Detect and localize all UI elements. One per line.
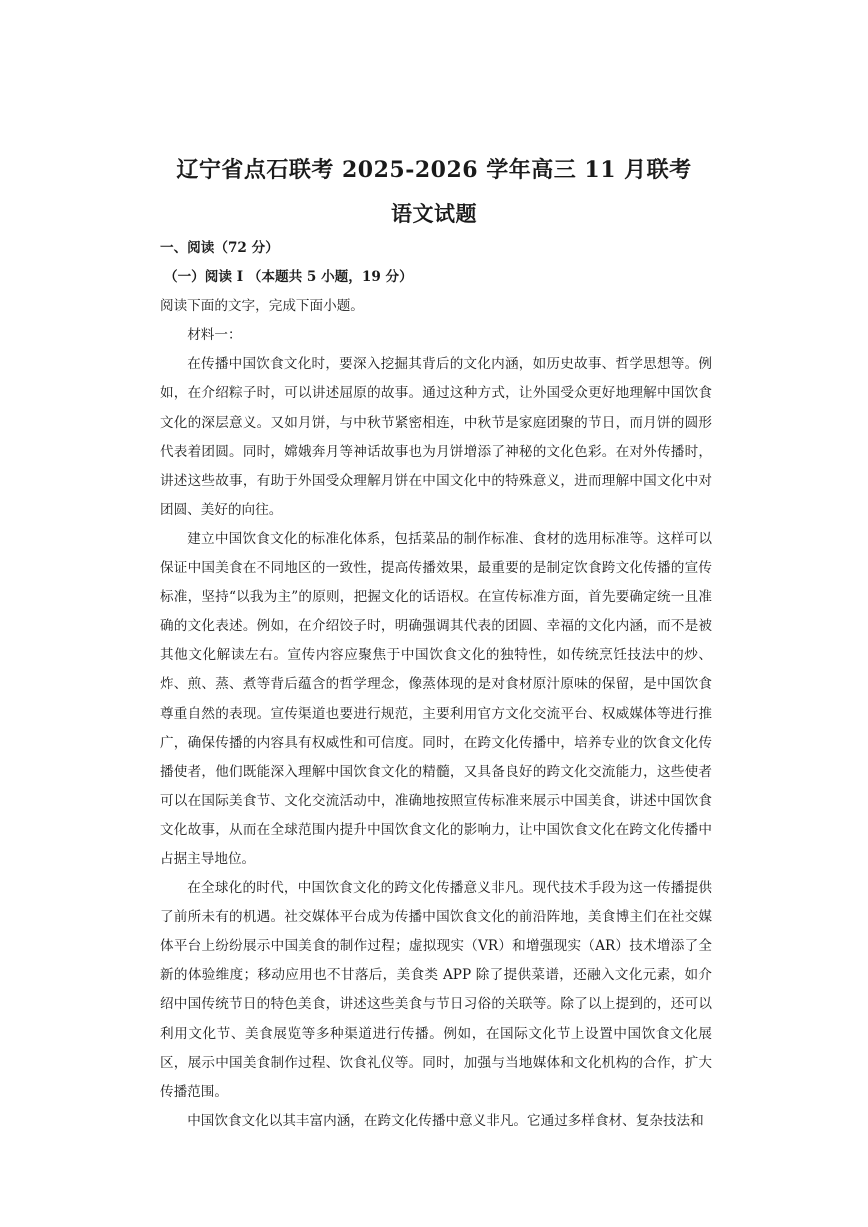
paragraph: 中国饮食文化以其丰富内涵，在跨文化传播中意义非凡。它通过多样食材、复杂技法和: [187, 1112, 704, 1129]
paragraph: 在传播中国饮食文化时，要深入挖掘其背后的文化内涵，如历史故事、哲学思想等。例如，在介绍粽子时，可以讲述屈原的故事。通过这种方式，让外国受众更好地理解中国饮食文化的深层意义。又如月饼，与中秋节紧密相连，中秋节是家庭团聚的节日，而月饼的圆形代表着团圆。同时，嫦娥奔月等神话故事也为月饼增添了神秘的文化色彩。在对外传播时，讲述这些故事，有助于外国受众理解月饼在中国文化中的特殊意义，进而理解中国文化中对团圆、美好的向往。: [160, 356, 712, 518]
paragraph: 在全球化的时代，中国饮食文化的跨文化传播意义非凡。现代技术手段为这一传播提供了前所未有的机遇。社交媒体平台成为传播中国饮食文化的前沿阵地，美食博主们在社交媒体平台上纷纷展示中国美食的制作过程；虚拟现实（VR）和增强现实（AR）技术增添了全新的体验维度；移动应用也不甘落后，美食类 APP 除了提供菜谱，还融入文化元素，如介绍中国传统节日的特色美食，讲述这些美食与节日习俗的关联等。除了以上提到的，还可以利用文化节、美食展览等多种渠道进行传播。例如，在国际文化节上设置中国饮食文化展区，展示中国美食制作过程、饮食礼仪等。同时，加强与当地媒体和文化机构的合作，扩大传播范围。: [160, 880, 712, 1100]
document-body: [160, 234, 712, 1136]
material-label: 材料一：: [187, 327, 242, 344]
section-heading: 一、阅读（72 分）: [160, 240, 279, 256]
paragraph: 建立中国饮食文化的标准化体系，包括菜品的制作标准、食材的选用标准等。这样可以保证中国美食在不同地区的一致性，提高传播效果，最重要的是制定饮食跨文化传播的宣传标准，坚持“以我为主”的原则，把握文化的话语权。在宣传标准方面，首先要确定统一且准确的文化表述。例如，在介绍饺子时，明确强调其代表的团圆、幸福的文化内涵，而不是被其他文化解读左右。宣传内容应聚焦于中国饮食文化的独特性，如传统烹饪技法中的炒、炸、煎、蒸、煮等背后蕴含的哲学理念，像蒸体现的是对食材原汁原味的保留，是中国饮食尊重自然的表现。宣传渠道也要进行规范，主要利用官方文化交流平台、权威媒体等进行推广，确保传播的内容具有权威性和可信度。同时，在跨文化传播中，培养专业的饮食文化传播使者，他们既能深入理解中国饮食文化的精髓，又具备良好的跨文化交流能力，这些使者可以在国际美食节、文化交流活动中，准确地按照宣传标准来展示中国美食，讲述中国饮食文化故事，从而在全球范围内提升中国饮食文化的影响力，让中国饮食文化在跨文化传播中占据主导地位。: [160, 530, 712, 867]
document-title: 辽宁省点石联考 2025-2026 学年高三 11 月联考: [176, 157, 692, 183]
subsection-heading: （一）阅读 I （本题共 5 小题，19 分）: [164, 269, 413, 286]
instruction-text: 阅读下面的文字，完成下面小题。: [160, 298, 364, 315]
document-subtitle: 语文试题: [391, 201, 477, 226]
